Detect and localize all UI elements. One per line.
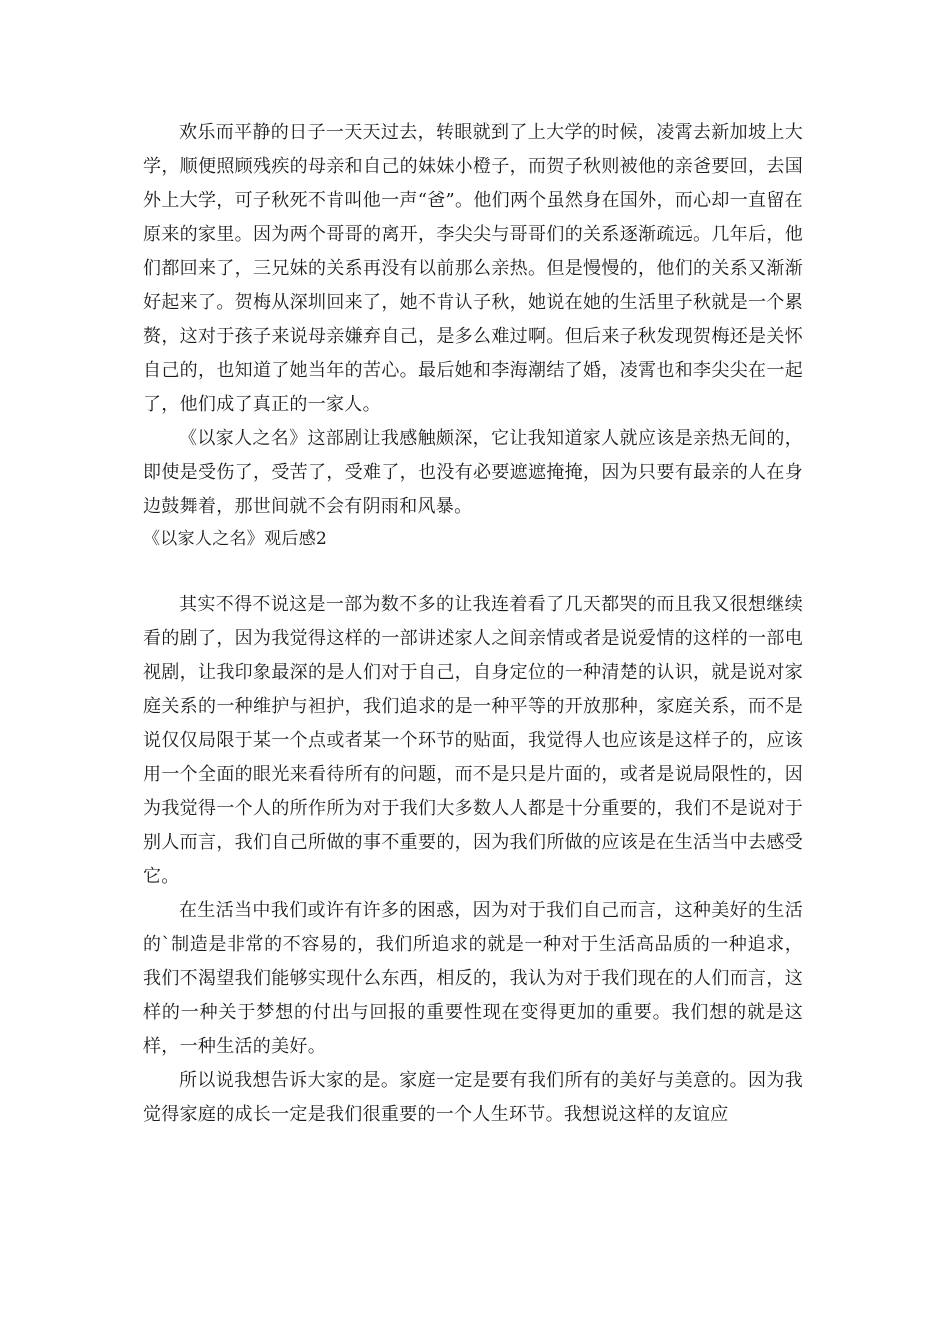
paragraph-family-story: 欢乐而平静的日子一天天过去，转眼就到了上大学的时候，凌霄去新加坡上大学，顺便照顾残疾的母亲和自己的妹妹小橙子，而贺子秋则被他的亲爸要回，去国外上大学，可子秋死不肯叫他一声“爸”。他们两个虽然身在国外，而心却一直留在原来的家里。因为两个哥哥的离开，李尖尖与哥哥们的关系逐渐疏远。几年后，他们都回来了，三兄妹的关系再没有以前那么亲热。但是慢慢的，他们的关系又渐渐好起来了。贺梅从深圳回来了，她不肯认子秋，她说在她的生活里子秋就是一个累赘，这对于孩子来说母亲嫌弃自己，是多么难过啊。但后来子秋发现贺梅还是关怀自己的，也知道了她当年的苦心。最后她和李海潮结了婚，凌霄也和李尖尖在一起了，他们成了真正的一家人。	[143, 122, 803, 415]
document-body	[143, 116, 803, 1132]
paragraph-drama-impression: 其实不得不说这是一部为数不多的让我连着看了几天都哭的而且我又很想继续看的剧了，因为我觉得这样的一部讲述家人之间亲情或者是说爱情的这样的一部电视剧，让我印象最深的是人们对于自己，自身定位的一种清楚的认识，就是说对家庭关系的一种维护与袒护，我们追求的是一种平等的开放那种，家庭关系，而不是说仅仅局限于某一个点或者某一个环节的贴面，我觉得人也应该是这样子的，应该用一个全面的眼光来看待所有的问题，而不是只是片面的，或者是说局限性的，因为我觉得一个人的所作所为对于我们大多数人人都是十分重要的，我们不是说对于别人而言，我们自己所做的事不重要的，因为我们所做的应该是在生活当中去感受它。	[143, 594, 803, 887]
section-title: 《以家人之名》观后感2	[143, 529, 328, 549]
paragraph-family-conclusion: 所以说我想告诉大家的是。家庭一定是要有我们所有的美好与美意的。因为我觉得家庭的成长一定是我们很重要的一个人生环节。我想说这样的友谊应	[143, 1070, 803, 1125]
paragraph-life-pursuit: 在生活当中我们或许有许多的困惑，因为对于我们自己而言，这种美好的生活的`制造是非常的不容易的，我们所追求的就是一种对于生活高品质的一种追求，我们不渴望我们能够实现什么东西，相反的，我认为对于我们现在的人们而言，这样的一种关于梦想的付出与回报的重要性现在变得更加的重要。我们想的就是这样，一种生活的美好。	[143, 900, 803, 1057]
section-spacer	[143, 554, 803, 588]
paragraph-reflection: 《以家人之名》这部剧让我感触颇深，它让我知道家人就应该是亲热无间的，即使是受伤了，受苦了，受难了，也没有必要遮遮掩掩，因为只要有最亲的人在身边鼓舞着，那世间就不会有阴雨和风暴。	[143, 428, 803, 517]
